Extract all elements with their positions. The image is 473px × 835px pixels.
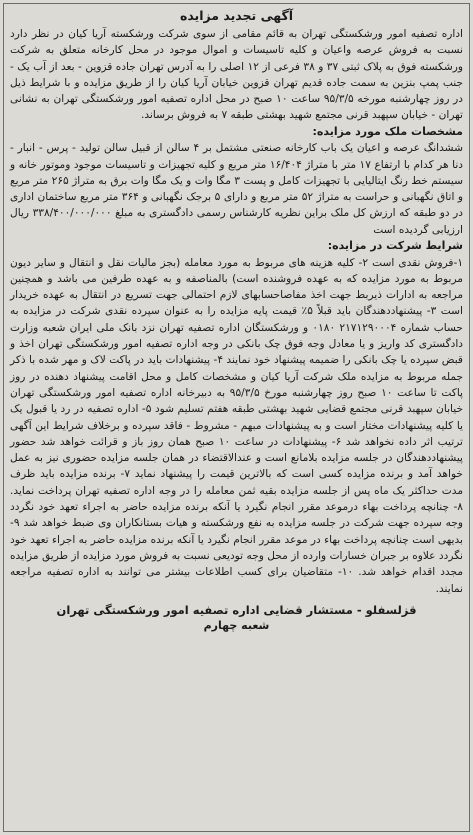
signature-line: قزلسفلو - مستشار قضایی اداره تصفیه امور ورشکستگی تهران <box>56 602 417 617</box>
signature-block <box>10 602 463 634</box>
property-specs-heading: مشخصات ملک مورد مزایده: <box>312 124 463 138</box>
auction-conditions-paragraph: ۱-فروش نقدی است ۲- کلیه هزینه های مربوط به مورد معامله (بجز مالیات نقل و انتقال و سایر دیون مربوط به مورد مزایده که به عهده فروشنده است) بالمناصفه و به عهده طرفین می باشد و همچنین مراجعه به ادارات ذیربط جهت اخذ مفاصاحسابهای لازم احتمالی جهت تسریع در انتقال به عهده خریدار است ۳- پیشنهاددهندگان باید قبلاً ۵٪ قیمت پایه مزایده را به عنوان سپرده نقدی شرکت در مزایده به حساب شماره ۲۱۷۱۲۹۰۰۰۴ ۰۱۸۰ و ورشکستگان اداره تصفیه تهران نزد بانک ملی ایران شعبه وزارت دادگستری کد واریز و یا معادل وجه فوق چک بانکی در وجه اداره تصفیه امور ورشکستگی تهران اخذ و قبض سپرده یا چک بانکی را ضمیمه پیشنهاد خود نمایند ۴- پیشنهادات باید در پاکت لاک و مهر شده با ذکر جمله مربوط به مزایده ملک شرکت آریا کیان و مشخصات کامل و محل اقامت پیشنهاد دهنده در روز پاکت تا ساعت ۱۰ صبح روز چهارشنبه مورخ ۹۵/۳/۵ به دبیرخانه اداره تصفیه امور ورشکستگی تهران خیابان سپهبد قرنی مجتمع قضایی شهید بهشتی طبقه هفتم تسلیم شود ۵- اداره تصفیه در رد یا قبول یک یا کلیه پیشنهادات مختار است و به پیشنهادات مبهم - مشروط - فاقد سپرده و برخلاف شرایط این آگهی ترتیب اثر داده نخواهد شد ۶- پیشنهادات در ساعت ۱۰ صبح همان روز باز و قرائت خواهد شد حضور پیشنهاددهندگان در جلسه مزایده بلامانع است و عندالاقتضاء در همان جلسه مزایده حضوری نیز به عمل خواهد آمد و برنده مزایده کسی است که بالاترین قیمت را پیشنهاد نماید ۷- برنده مزایده باید ظرف مدت حداکثر یک ماه پس از جلسه مزایده بقیه ثمن معامله را در وجه اداره تصفیه تهران پرداخت نماید. ۸- چنانچه پرداخت بهاء درموعد مقرر انجام نگیرد یا آنکه برنده مزایده حاضر به اجراء تعهد خود نگردد وجه سپرده جهت شرکت در جلسه مزایده به نفع ورشکسته و هیات بستانکاران وی ضبط خواهد شد ۹- بدیهی است چنانچه پرداخت بهاء در موعد مقرر انجام نگیرد یا آنکه برنده مزایده حاضر به اجراء تعهد خود نگردد علاوه بر جبران خسارات وارده از محل وجه تودیعی نسبت به فروش مورد مزایده از طریق مزایده مجدد اقدام خواهد شد. ۱۰- متقاضیان برای کسب اطلاعات بیشتر می توانند به اداره تصفیه مراجعه نمایند. <box>10 256 464 595</box>
auction-conditions-heading: شرایط شرکت در مزایده: <box>327 239 463 253</box>
branch-line: شعبه چهارم <box>203 618 270 632</box>
intro-paragraph: اداره تصفیه امور ورشکستگی تهران به قائم مقامی از سوی شرکت ورشکسته آریا کیان در نظر دارد نسبت به فروش عرصه واعیان و کلیه تاسیسات و اموال موجود در محل کارخانه متعلق به شرکت ورشکسته فوق به پلاک ثبتی ۳۷ و ۳۸ فرعی از ۱۲ اصلی را به آدرس تهران جاده قزوین - بعد از آب یک - جنب پمپ بنزین به سمت جاده قدیم تهران قزوین خیابان آریا کیان را از طریق مزایده و با شرایط ذیل در روز چهارشنبه مورخه ۹۵/۳/۵ ساعت ۱۰ صبح در محل اداره تصفیه امور ورشکستگی تهران به نشانی تهران - خیابان سپهبد قرنی مجتمع شهید بهشتی طبقه ۷ به فروش برساند. <box>10 28 463 122</box>
property-specs-paragraph: ششدانگ عرصه و اعیان یک باب کارخانه صنعتی مشتمل بر ۴ سالن از قبیل سالن تولید - پرس - انبار - دنا هر کدام با ارتفاع ۱۷ متر با متراژ ۱۶/۴۰۴ متر مربع و کلیه تجهیزات و تاسیسات موجود وموتور خانه و سیستم خط رنگ ایتالیایی با تجهیزات کامل و پست ۳ مگا وات و یک مگا وات برق به متراژ ۲۶۵ متر مربع و اتاق نگهبانی و حراست به متراژ ۵۲ متر مربع و دارای ۵ برجک نگهبانی و ۳۶۴ متر مربع ساختمان اداری در دو طبقه که ارزش کل ملک براین نظریه کارشناس رسمی دادگستری به مبلغ ۳۳۸/۴۰۰/۰۰۰/۰۰۰ ریال ارزیابی گردیده است <box>10 142 463 236</box>
notice-title: آگهی تجدید مزایده <box>179 8 294 23</box>
